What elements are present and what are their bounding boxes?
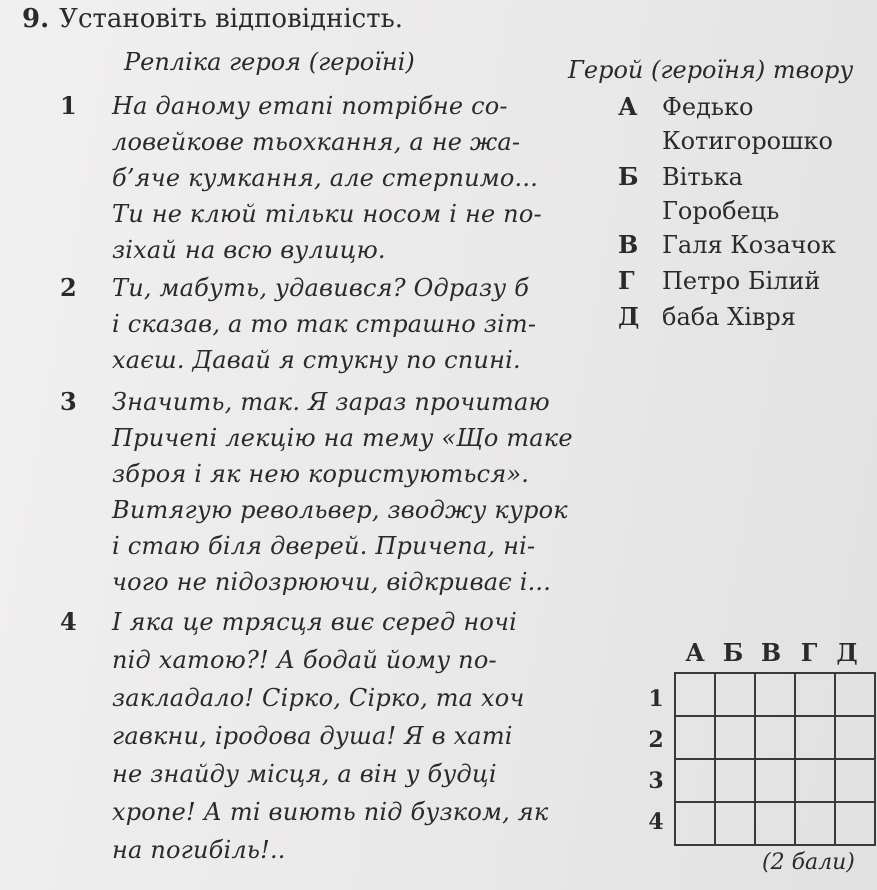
- hero-column-header: Герой (героїня) твору: [568, 56, 854, 84]
- replica-line: Причепі лекцію на тему «Що таке: [112, 424, 573, 452]
- hero-name: Федько: [662, 93, 754, 121]
- replica-line: Ти не клюй тільки носом і не по-: [112, 200, 542, 228]
- grid-column-label: Б: [722, 638, 744, 667]
- grid-cell[interactable]: [675, 802, 715, 845]
- hero-name: Горобець: [662, 197, 780, 225]
- grid-column-label: В: [760, 638, 782, 667]
- grid-cell[interactable]: [755, 673, 795, 716]
- grid-row-label: 4: [648, 809, 664, 835]
- replica-line: Значить, так. Я зараз прочитаю: [112, 388, 550, 416]
- replica-line: ловейкове тьохкання, а не жа-: [112, 128, 521, 156]
- grid-cell[interactable]: [835, 716, 875, 759]
- grid-column-label: Д: [836, 638, 858, 667]
- score-label: (2 бали): [762, 850, 855, 875]
- grid-row: [675, 716, 875, 759]
- grid-cell[interactable]: [715, 759, 755, 802]
- replica-line: чого не підозрюючи, відкриває і...: [112, 568, 552, 596]
- hero-name: баба Хівря: [662, 303, 796, 331]
- hero-letter: В: [618, 230, 639, 259]
- hero-name: Петро Білий: [662, 267, 821, 295]
- grid-row-label: 3: [648, 768, 664, 794]
- grid-cell[interactable]: [715, 716, 755, 759]
- replica-number: 1: [60, 91, 77, 120]
- replica-number: 4: [60, 607, 77, 636]
- grid-row-label: 1: [648, 686, 664, 712]
- hero-letter: А: [618, 92, 638, 121]
- grid-cell[interactable]: [835, 759, 875, 802]
- hero-name: Котигорошко: [662, 127, 833, 155]
- grid-cell[interactable]: [755, 759, 795, 802]
- replica-line: На даному етапі потрібне со-: [112, 92, 508, 120]
- grid-cell[interactable]: [675, 716, 715, 759]
- replica-line: під хатою?! А бодай йому по-: [112, 646, 497, 674]
- replica-number: 3: [60, 387, 77, 416]
- grid-column-label: А: [685, 638, 705, 667]
- hero-name: Галя Козачок: [662, 231, 836, 259]
- grid-row: [675, 673, 875, 716]
- replica-line: на погибіль!..: [112, 836, 286, 864]
- task-number: 9.: [22, 4, 50, 34]
- replica-line: Ти, мабуть, удавився? Одразу б: [112, 274, 530, 302]
- replica-line: б’яче кумкання, але стерпимо...: [112, 164, 539, 192]
- hero-letter: Д: [618, 302, 640, 331]
- replica-line: і сказав, а то так страшно зіт-: [112, 310, 537, 338]
- task-header: [22, 4, 403, 34]
- replica-column-header: Репліка героя (героїні): [124, 48, 415, 76]
- grid-cell[interactable]: [755, 802, 795, 845]
- replica-line: хропе! А ті виють під бузком, як: [112, 798, 549, 826]
- grid-row: [675, 759, 875, 802]
- grid-column-label: Г: [800, 638, 818, 667]
- replica-line: гавкни, іродова душа! Я в хаті: [112, 722, 513, 750]
- replica-line: зіхай на всю вулицю.: [112, 236, 386, 264]
- answer-grid: [674, 672, 876, 846]
- grid-cell[interactable]: [715, 802, 755, 845]
- grid-cell[interactable]: [795, 802, 835, 845]
- grid-cell[interactable]: [715, 673, 755, 716]
- replica-number: 2: [60, 273, 77, 302]
- replica-line: закладало! Сірко, Сірко, та хоч: [112, 684, 525, 712]
- grid-row: [675, 802, 875, 845]
- grid-row-label: 2: [648, 727, 664, 753]
- replica-line: зброя і як нею користуються».: [112, 460, 530, 488]
- grid-cell[interactable]: [755, 716, 795, 759]
- hero-letter: Б: [618, 162, 639, 191]
- task-title: Установіть відповідність.: [59, 4, 404, 34]
- grid-cell[interactable]: [835, 673, 875, 716]
- replica-line: Витягую револьвер, зводжу курок: [112, 496, 568, 524]
- grid-cell[interactable]: [795, 673, 835, 716]
- grid-cell[interactable]: [675, 759, 715, 802]
- replica-line: І яка це трясця виє серед ночі: [112, 608, 517, 636]
- grid-cell[interactable]: [835, 802, 875, 845]
- grid-cell[interactable]: [795, 759, 835, 802]
- replica-line: хаєш. Давай я стукну по спині.: [112, 346, 521, 374]
- replica-line: не знайду місця, а він у будці: [112, 760, 497, 788]
- grid-cell[interactable]: [675, 673, 715, 716]
- replica-line: і стаю біля дверей. Причепа, ні-: [112, 532, 536, 560]
- hero-letter: Г: [618, 266, 635, 295]
- grid-cell[interactable]: [795, 716, 835, 759]
- hero-name: Вітька: [662, 163, 743, 191]
